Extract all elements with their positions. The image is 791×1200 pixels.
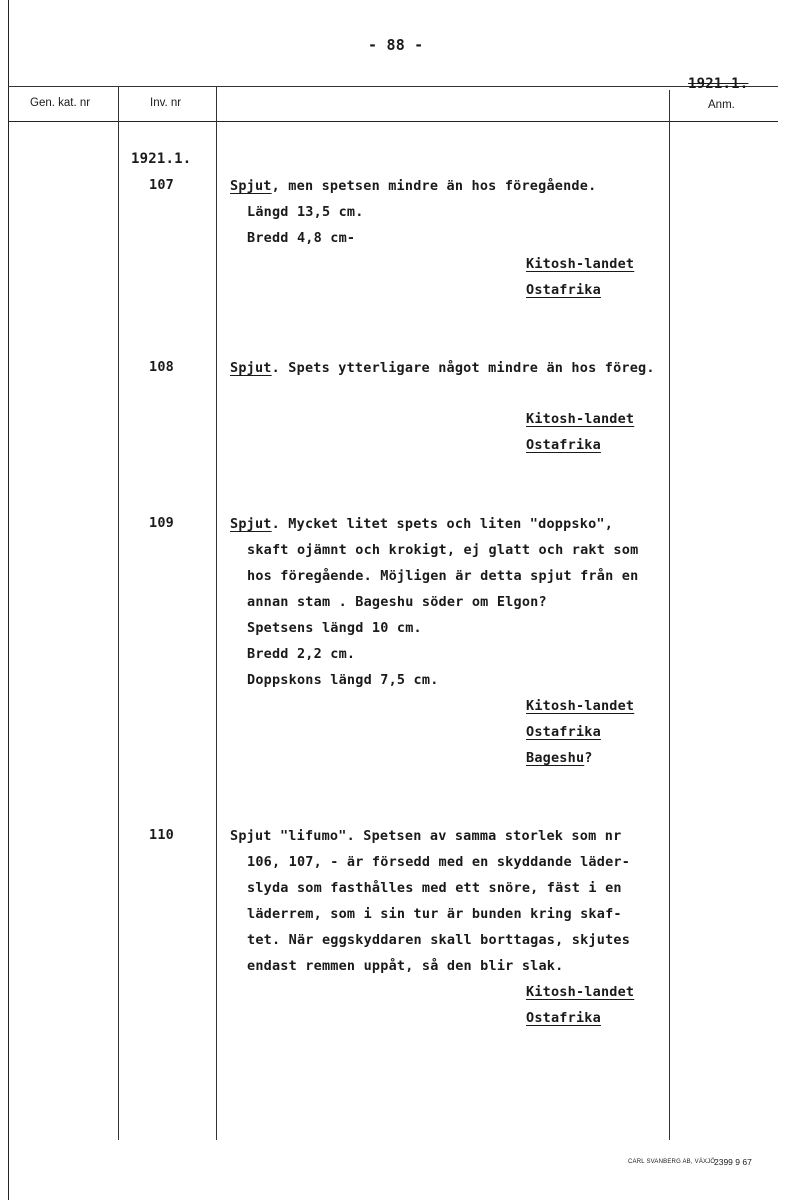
form-code: 2399 9 67 (714, 1157, 752, 1167)
entry-text-line: annan stam . Bageshu söder om Elgon? (247, 594, 547, 610)
entry-text-line: Spjut. Spets ytterligare något mindre än hos föreg. (230, 360, 655, 376)
entry-title: Spjut (230, 516, 272, 532)
column-rule-1 (118, 86, 119, 1140)
origin-line: Kitosh-landet (526, 411, 635, 427)
entry-text-line: Spjut "lifumo". Spetsen av samma storlek som nr (230, 828, 622, 844)
left-margin-rule (8, 0, 9, 1200)
year-label: 1921.1. (131, 151, 192, 167)
origin-line: Kitosh-landet (526, 256, 635, 272)
entry-text-line: Bredd 4,8 cm- (247, 230, 356, 246)
inv-number: 109 (149, 515, 174, 531)
entry-text-line: tet. När eggskyddaren skall borttagas, skjutes (247, 932, 631, 948)
origin-line: Ostafrika (526, 437, 601, 453)
header-top-rule (8, 86, 778, 87)
entry-text-line: hos föregående. Möjligen är detta spjut från en (247, 568, 639, 584)
origin-line: Kitosh-landet (526, 698, 635, 714)
inv-number: 108 (149, 359, 174, 375)
entry-text-line: Bredd 2,2 cm. (247, 646, 356, 662)
column-rule-2 (216, 86, 217, 1140)
entry-text-line: Längd 13,5 cm. (247, 204, 364, 220)
entry-text-line: Doppskons längd 7,5 cm. (247, 672, 439, 688)
entry-text-line: endast remmen uppåt, så den blir slak. (247, 958, 564, 974)
entry-title: Spjut (230, 360, 272, 376)
column-header-anm: Anm. (708, 99, 735, 111)
entry-text-line: skaft ojämnt och krokigt, ej glatt och rakt som (247, 542, 639, 558)
origin-line: Ostafrika (526, 282, 601, 298)
inv-number: 110 (149, 827, 174, 843)
inv-number: 107 (149, 177, 174, 193)
entry-text-line: 106, 107, - är försedd med en skyddande läder- (247, 854, 631, 870)
entry-text-line: Spjut, men spetsen mindre än hos föregående. (230, 178, 597, 194)
printer-imprint: CARL SVANBERG AB, VÄXJÖ (628, 1159, 716, 1165)
entry-title: Spjut (230, 828, 272, 844)
entry-title: Spjut (230, 178, 272, 194)
origin-line: Bageshu? (526, 750, 593, 766)
year-header: 1921.1. (688, 76, 749, 92)
column-header-inv-nr: Inv. nr (150, 97, 182, 109)
column-rule-3 (669, 90, 670, 1140)
origin-line: Ostafrika (526, 724, 601, 740)
column-header-gen-kat-nr: Gen. kat. nr (30, 97, 91, 109)
page-number: - 88 - (368, 36, 424, 54)
origin-line: Ostafrika (526, 1010, 601, 1026)
entry-text-line: läderrem, som i sin tur är bunden kring skaf- (247, 906, 622, 922)
origin-line: Kitosh-landet (526, 984, 635, 1000)
header-bottom-rule (8, 121, 778, 122)
entry-text-line: slyda som fasthålles med ett snöre, fäst i en (247, 880, 622, 896)
entry-text-line: Spjut. Mycket litet spets och liten "doppsko", (230, 516, 614, 532)
entry-text-line: Spetsens längd 10 cm. (247, 620, 422, 636)
